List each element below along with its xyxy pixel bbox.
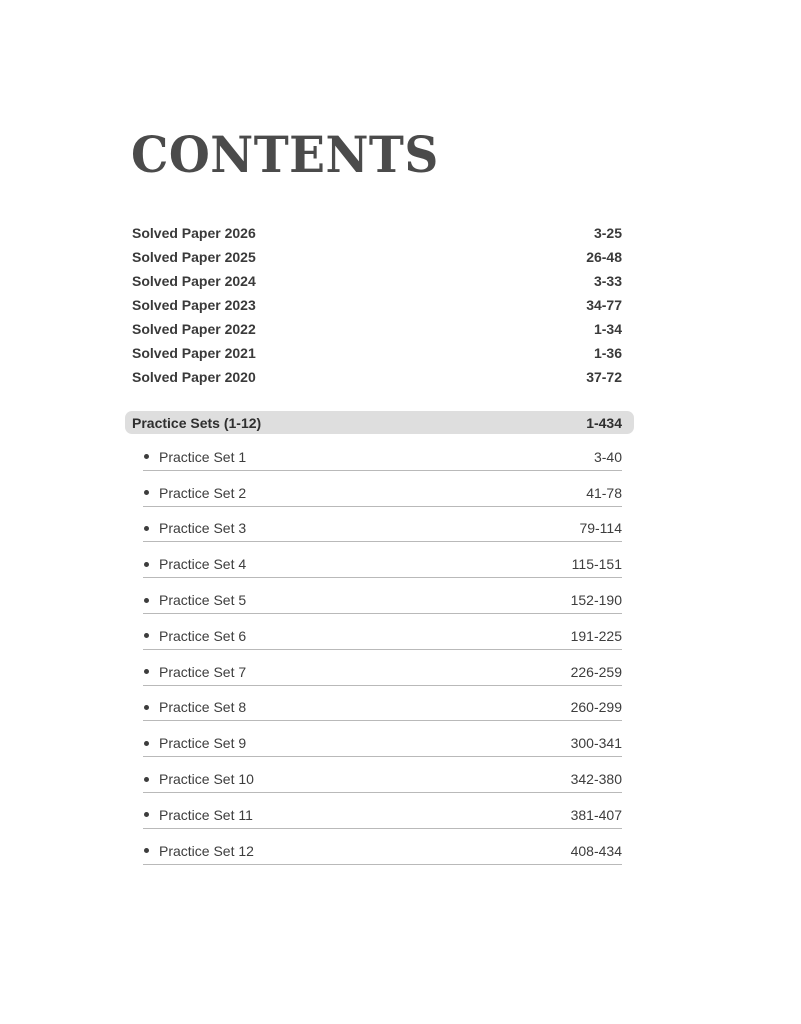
toc-entry-pages: 41-78 — [586, 484, 622, 501]
toc-entry-pages: 342-380 — [570, 771, 622, 788]
toc-entry-practice-set[interactable] — [143, 686, 622, 722]
toc-entry-label: Practice Set 12 — [159, 842, 254, 859]
toc-entry-label: Practice Set 10 — [159, 771, 254, 788]
toc-entry-practice-set[interactable] — [143, 721, 622, 757]
toc-entry-solved-paper[interactable] — [132, 365, 622, 389]
toc-entry-practice-set[interactable] — [143, 435, 622, 471]
toc-entry-label: Practice Set 7 — [159, 663, 247, 680]
toc-entry-label: Practice Set 4 — [159, 556, 247, 573]
practice-sets-list — [143, 435, 622, 865]
section-header-label: Practice Sets (1-12) — [132, 414, 262, 431]
bullet-icon — [144, 633, 149, 638]
toc-entry-pages: 1-34 — [593, 321, 622, 337]
toc-entry-practice-set[interactable] — [143, 471, 622, 507]
bullet-icon — [144, 669, 149, 674]
toc-entry-solved-paper[interactable] — [132, 317, 622, 341]
bullet-icon — [144, 848, 149, 853]
bullet-icon — [144, 741, 149, 746]
solved-papers-list — [132, 221, 622, 389]
toc-entry-label: Practice Set 9 — [159, 735, 247, 752]
toc-entry-pages: 1-36 — [593, 345, 622, 361]
page-title: CONTENTS — [131, 125, 439, 184]
toc-entry-pages: 115-151 — [571, 556, 622, 573]
toc-entry-label: Solved Paper 2024 — [132, 273, 256, 289]
toc-entry-pages: 408-434 — [570, 842, 622, 859]
practice-sets-section-header[interactable] — [125, 411, 634, 434]
toc-entry-solved-paper[interactable] — [132, 293, 622, 317]
toc-entry-pages: 3-40 — [593, 448, 622, 465]
toc-entry-label: Solved Paper 2021 — [132, 345, 256, 361]
section-header-pages: 1-434 — [586, 414, 622, 431]
toc-entry-practice-set[interactable] — [143, 757, 622, 793]
toc-entry-label: Solved Paper 2026 — [132, 225, 256, 241]
toc-entry-pages: 26-48 — [586, 249, 622, 265]
toc-entry-pages: 260-299 — [570, 699, 622, 716]
bullet-icon — [144, 777, 149, 782]
toc-entry-pages: 191-225 — [570, 627, 622, 644]
toc-entry-practice-set[interactable] — [143, 829, 622, 865]
toc-entry-label: Solved Paper 2025 — [132, 249, 256, 265]
toc-entry-label: Practice Set 2 — [159, 484, 247, 501]
toc-entry-label: Practice Set 11 — [159, 806, 253, 823]
toc-entry-solved-paper[interactable] — [132, 245, 622, 269]
bullet-icon — [144, 526, 149, 531]
toc-entry-solved-paper[interactable] — [132, 269, 622, 293]
toc-entry-practice-set[interactable] — [143, 542, 622, 578]
toc-entry-label: Practice Set 8 — [159, 699, 247, 716]
toc-entry-pages: 34-77 — [586, 297, 622, 313]
toc-entry-pages: 226-259 — [570, 663, 622, 680]
toc-entry-pages: 3-25 — [593, 225, 622, 241]
toc-entry-pages: 300-341 — [570, 735, 622, 752]
bullet-icon — [144, 705, 149, 710]
toc-entry-label: Solved Paper 2020 — [132, 369, 256, 385]
toc-entry-pages: 152-190 — [570, 592, 622, 609]
toc-entry-practice-set[interactable] — [143, 614, 622, 650]
toc-entry-label: Practice Set 1 — [159, 448, 247, 465]
toc-entry-pages: 3-33 — [593, 273, 622, 289]
bullet-icon — [144, 454, 149, 459]
toc-entry-label: Solved Paper 2022 — [132, 321, 256, 337]
bullet-icon — [144, 598, 149, 603]
bullet-icon — [144, 812, 149, 817]
toc-entry-practice-set[interactable] — [143, 578, 622, 614]
toc-entry-practice-set[interactable] — [143, 507, 622, 543]
toc-entry-label: Solved Paper 2023 — [132, 297, 256, 313]
toc-entry-label: Practice Set 6 — [159, 627, 247, 644]
toc-entry-pages: 381-407 — [570, 806, 622, 823]
bullet-icon — [144, 562, 149, 567]
toc-entry-solved-paper[interactable] — [132, 221, 622, 245]
toc-entry-practice-set[interactable] — [143, 650, 622, 686]
bullet-icon — [144, 490, 149, 495]
toc-entry-label: Practice Set 5 — [159, 592, 247, 609]
toc-entry-solved-paper[interactable] — [132, 341, 622, 365]
toc-entry-pages: 79-114 — [579, 520, 622, 537]
toc-entry-practice-set[interactable] — [143, 793, 622, 829]
toc-entry-pages: 37-72 — [586, 369, 622, 385]
toc-entry-label: Practice Set 3 — [159, 520, 247, 537]
